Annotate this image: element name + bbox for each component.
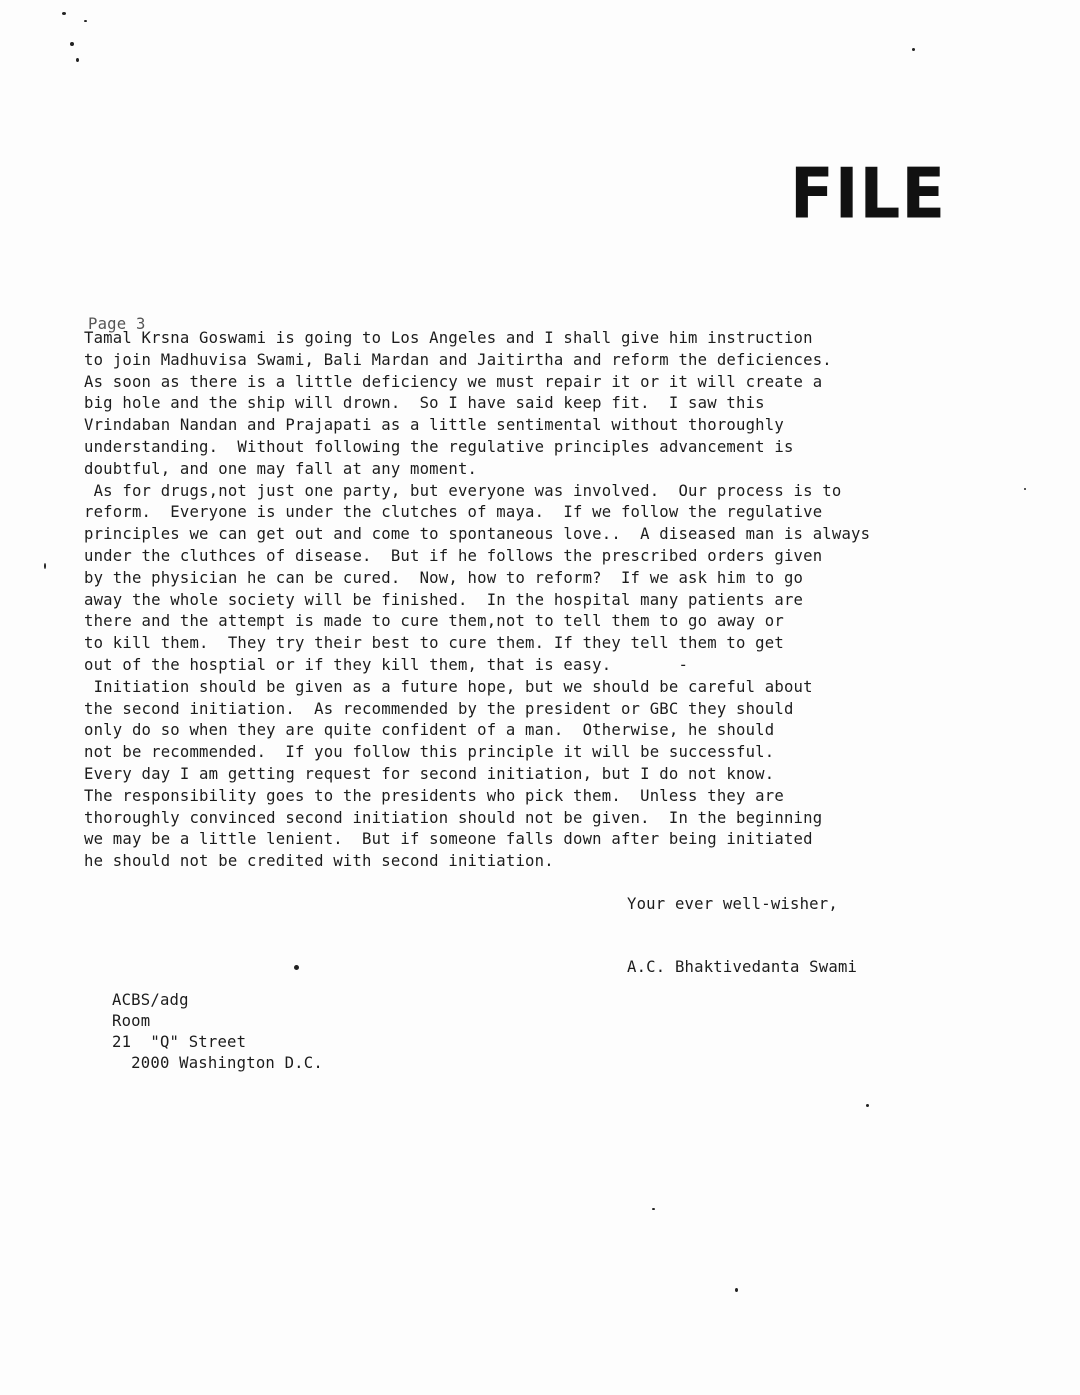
body-line: understanding. Without following the regulative principles advancement is — [84, 437, 794, 456]
body-line: As for drugs,not just one party, but everyone was involved. Our process is to — [84, 481, 842, 500]
file-stamp: FILE — [790, 155, 947, 235]
scan-speck — [44, 563, 46, 569]
reference-room: Room — [112, 1012, 151, 1030]
body-line: to join Madhuvisa Swami, Bali Mardan and Jaitirtha and reform the deficiences. — [84, 350, 832, 369]
body-line: reform. Everyone is under the clutches of maya. If we follow the regulative — [84, 503, 823, 522]
body-line: As soon as there is a little deficiency we must repair it or it will create a — [84, 372, 823, 391]
body-line: out of the hosptial or if they kill them, that is easy. - — [84, 655, 689, 674]
reference-initials: ACBS/adg — [112, 991, 189, 1009]
body-line: big hole and the ship will drown. So I have said keep fit. I saw this — [84, 394, 765, 413]
scan-speck — [294, 965, 299, 970]
body-line: Vrindaban Nandan and Prajapati as a little sentimental without thoroughly — [84, 416, 784, 435]
body-line: The responsibility goes to the presidents who pick them. Unless they are — [84, 786, 784, 805]
body-line: Tamal Krsna Goswami is going to Los Angeles and I shall give him instruction — [84, 329, 813, 347]
signature-name: A.C. Bhaktivedanta Swami — [627, 958, 858, 976]
body-line: principles we can get out and come to spontaneous love.. A diseased man is always — [84, 525, 871, 544]
closing-line: Your ever well-wisher, — [627, 895, 838, 913]
body-line: not be recommended. If you follow this principle it will be successful. — [84, 743, 775, 762]
body-line: to kill them. They try their best to cure them. If they tell them to get — [84, 634, 784, 653]
body-line: Every day I am getting request for second initiation, but I do not know. — [84, 764, 775, 783]
reference-street: 21 "Q" Street — [112, 1033, 247, 1051]
body-line: by the physician he can be cured. Now, how to reform? If we ask him to go — [84, 568, 804, 587]
scan-speck — [735, 1288, 738, 1292]
body-line: doubtful, and one may fall at any moment. — [84, 459, 478, 478]
scan-speck — [1024, 488, 1026, 490]
body-line: thoroughly convinced second initiation should not be given. In the beginning — [84, 808, 823, 827]
letter-body — [84, 328, 1004, 873]
body-line: we may be a little lenient. But if someone falls down after being initiated — [84, 830, 813, 849]
reference-block — [112, 990, 323, 1074]
body-line: there and the attempt is made to cure them,not to tell them to go away or — [84, 612, 784, 631]
body-line: he should not be credited with second initiation. — [84, 852, 554, 871]
body-line: under the cluthces of disease. But if he follows the prescribed orders given — [84, 546, 823, 565]
reference-city: 2000 Washington D.C. — [112, 1054, 323, 1072]
body-line: only do so when they are quite confident of a man. Otherwise, he should — [84, 721, 775, 740]
scan-speck — [62, 12, 66, 15]
scan-speck — [652, 1208, 655, 1210]
page-number: Page 3 — [88, 315, 146, 333]
scan-speck — [76, 58, 79, 62]
body-line: Initiation should be given as a future hope, but we should be careful about — [84, 677, 813, 696]
body-line: away the whole society will be finished. In the hospital many patients are — [84, 590, 804, 609]
scan-speck — [84, 20, 87, 22]
body-line: the second initiation. As recommended by the president or GBC they should — [84, 699, 794, 718]
scan-speck — [70, 42, 74, 46]
scan-speck — [866, 1104, 869, 1107]
scan-speck — [912, 48, 915, 51]
